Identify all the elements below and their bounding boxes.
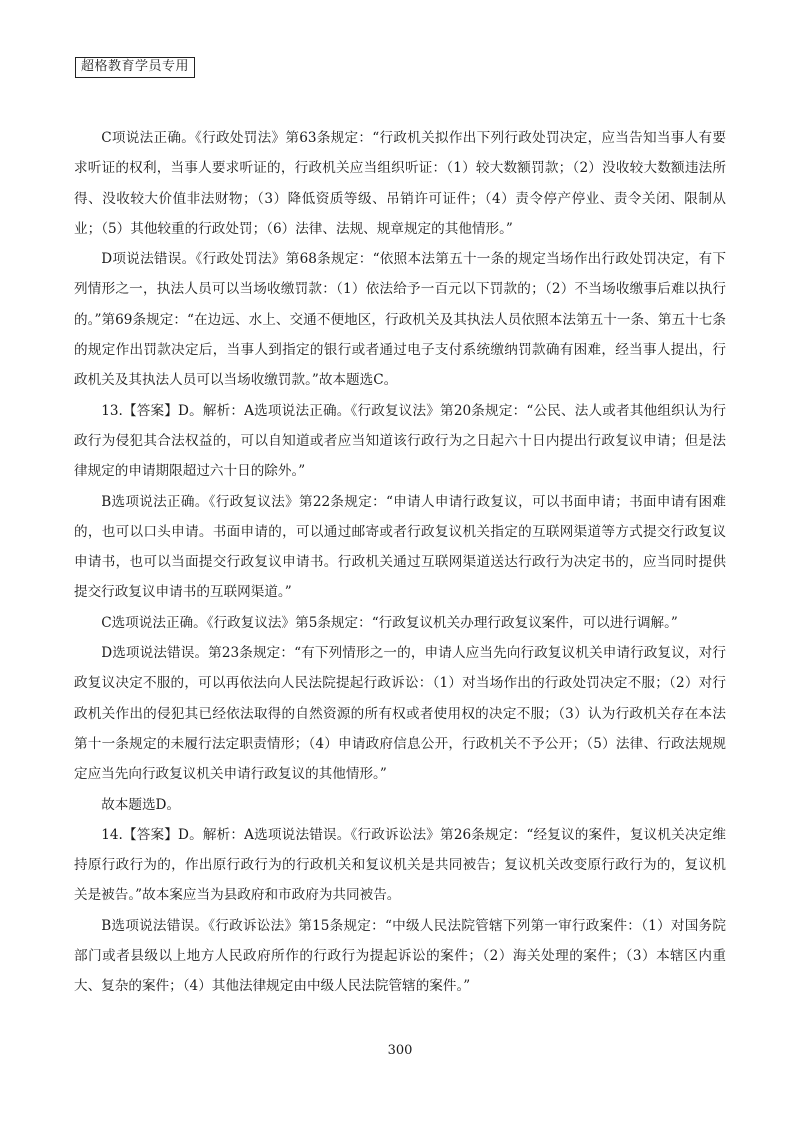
paragraph-q13-d: D选项说法错误。第23条规定：“有下列情形之一的，申请人应当先向行政复议机关申请行政复议，对行政复议决定不服的，可以再依法向人民法院提起行政诉讼：（1）对当场作出的行政处罚决定不服；（2）对行政机关作出的侵犯其已经依法取得的自然资源的所有权或者使用权的决定不服；（3）认为行政机关存在本法第十一条规定的未履行法定职责情形；（4）申请政府信息公开，行政机关不予公开；（5）法律、行政法规规定应当先向行政复议机关申请行政复议的其他情形。” (74, 645, 726, 783)
paragraph-q14-b: B选项说法错误。《行政诉讼法》第15条规定：“中级人民法院管辖下列第一审行政案件：（1）对国务院部门或者县级以上地方人民政府所作的行政行为提起诉讼的案件；（2）海关处理的案件；（3）本辖区内重大、复杂的案件；（4）其他法律规定由中级人民法院管辖的案件。” (74, 917, 726, 995)
paragraph-q13-answer: 13.【答案】D。解析：A选项说法正确。《行政复议法》第20条规定：“公民、法人或者其他组织认为行政行为侵犯其合法权益的，可以自知道或者应当知道该行政行为之日起六十日内提出行政复议申请；但是法律规定的申请期限超过六十日的除外。” (74, 402, 726, 480)
page-number: 300 (387, 1043, 413, 1058)
paragraph-q14-answer: 14.【答案】D。解析：A选项说法错误。《行政诉讼法》第26条规定：“经复议的案件，复议机关决定维持原行政行为的，作出原行政行为的行政机关和复议机关是共同被告；复议机关改变原行政行为的，复议机关是被告。”故本案应当为县政府和市政府为共同被告。 (74, 826, 726, 904)
paragraph-q13-conclusion: 故本题选D。 (101, 796, 181, 813)
paragraph-q13-c: C选项说法正确。《行政复议法》第5条规定：“行政复议机关办理行政复议案件，可以进行调解。” (101, 614, 678, 631)
paragraph-d-option: D项说法错误。《行政处罚法》第68条规定：“依照本法第五十一条的规定当场作出行政处罚决定，有下列情形之一，执法人员可以当场收缴罚款：（1）依法给予一百元以下罚款的；（2）不当场收缴事后难以执行的。”第69条规定：“在边远、水上、交通不便地区，行政机关及其执法人员依照本法第五十一条、第五十七条的规定作出罚款决定后，当事人到指定的银行或者通过电子支付系统缴纳罚款确有困难，经当事人提出，行政机关及其执法人员可以当场收缴罚款。”故本题选C。 (74, 251, 726, 389)
paragraph-c-option: C项说法正确。《行政处罚法》第63条规定：“行政机关拟作出下列行政处罚决定，应当告知当事人有要求听证的权利，当事人要求听证的，行政机关应当组织听证：（1）较大数额罚款；（2）没收较大数额违法所得、没收较大价值非法财物；（3）降低资质等级、吊销许可证件；（4）责令停产停业、责令关闭、限制从业；（5）其他较重的行政处罚；（6）法律、法规、规章规定的其他情形。” (74, 130, 726, 237)
document-body (74, 123, 726, 1002)
header-label: 超格教育学员专用 (75, 57, 195, 78)
paragraph-q13-b: B选项说法正确。《行政复议法》第22条规定：“申请人申请行政复议，可以书面申请；书面申请有困难的，也可以口头申请。书面申请的，可以通过邮寄或者行政复议机关指定的互联网渠道等方式提交行政复议申请书，也可以当面提交行政复议申请书。行政机关通过互联网渠道送达行政行为决定书的，应当同时提供提交行政复议申请书的互联网渠道。” (74, 493, 726, 601)
